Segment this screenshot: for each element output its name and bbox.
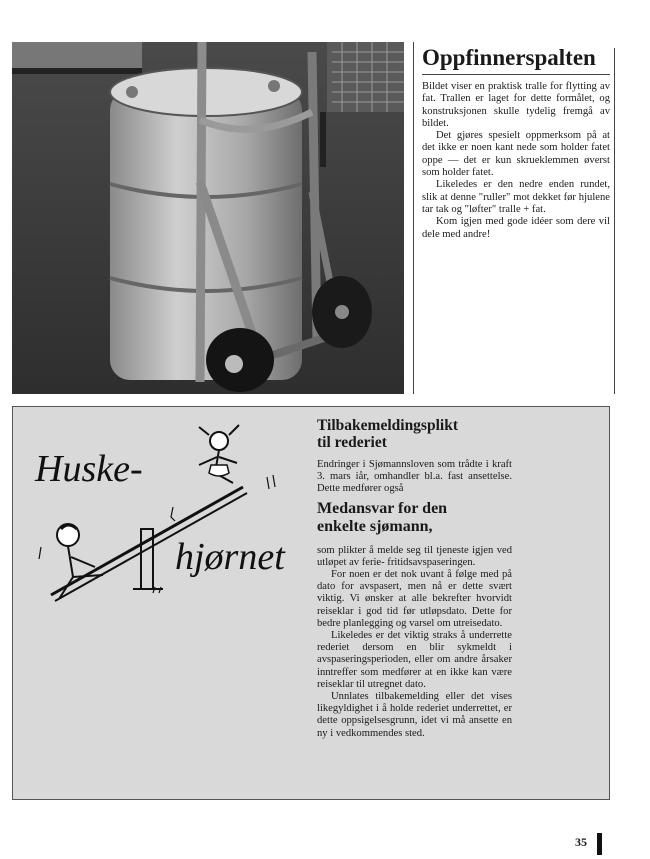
column-rule-right bbox=[614, 48, 615, 394]
seesaw-children-illustration bbox=[23, 417, 313, 617]
article-paragraph: Unnlates tilbakemelding eller det vises likegyldighet i å holde rederiet underrettet, er dette oppsigelsesgrunn, idet vi må ansette en ny i vedkommendes sted. bbox=[317, 691, 512, 739]
article-paragraph: Kom igjen med gode idéer som dere vil dele med andre! bbox=[422, 216, 610, 240]
article-paragraph: som plikter å melde seg til tjeneste igjen ved utløpet av ferie- fritidsavspaseringen. bbox=[317, 544, 512, 568]
reminder-corner-panel bbox=[12, 406, 610, 800]
heading-co-responsibility bbox=[317, 500, 512, 536]
feedback-duty-article bbox=[317, 417, 512, 740]
logo-text-huske: Huske- bbox=[35, 448, 143, 490]
heading-line: til rederiet bbox=[317, 434, 387, 451]
heading-feedback-duty bbox=[317, 417, 512, 451]
article-paragraph: Likeledes er det viktig straks å underrette rederiet dersom en blir sykmeldt i avspaseringsperioden, eller om andre årsaker inntreffer som medfører at en ikke kan være reiseklar til utregnet dato. bbox=[317, 630, 512, 690]
page-number: 35 bbox=[575, 835, 587, 849]
article-paragraph: Likeledes er den nedre enden rundet, slik at denne "ruller" mot dekket før hjulene tar tak og "løfter" tralle + fat. bbox=[422, 179, 610, 215]
barrel-trolley-photo bbox=[12, 42, 404, 394]
heading-line: Tilbakemeldingsplikt bbox=[317, 417, 458, 434]
article-intro: Endringer i Sjømannsloven som trådte i kraft 3. mars iår, omhandler bl.a. fast ansettelse. Dette medfører også bbox=[317, 459, 512, 495]
heading-line: Medansvar for den bbox=[317, 499, 448, 517]
column-rule-left bbox=[413, 42, 414, 394]
article-paragraph: For noen er det nok uvant å følge med på dato for avspasert, men nå er dette svært viktig. Vi ønsker at alle bekrefter hvorvidt reiseklar i god tid før utløpsdato. Dette for bedre planlegging og varsel om utreisedato. bbox=[317, 569, 512, 629]
article-paragraph: Bildet viser en praktisk tralle for flytting av fat. Trallen er laget for dette formålet, og konstruksjonen skulle tydelig fremgå av bildet. bbox=[422, 81, 610, 129]
article-title: Oppfinnerspalten bbox=[422, 44, 610, 75]
inventor-column-article bbox=[422, 44, 610, 241]
logo-text-hjornet: hjørnet bbox=[175, 536, 285, 578]
heading-line: enkelte sjømann, bbox=[317, 517, 433, 535]
page-edge-bar bbox=[597, 833, 602, 855]
article-paragraph: Det gjøres spesielt oppmerksom på at det ikke er noen kant nede som holder fatet oppe — det er kun skrueklemmen øverst som holder fatet. bbox=[422, 130, 610, 179]
